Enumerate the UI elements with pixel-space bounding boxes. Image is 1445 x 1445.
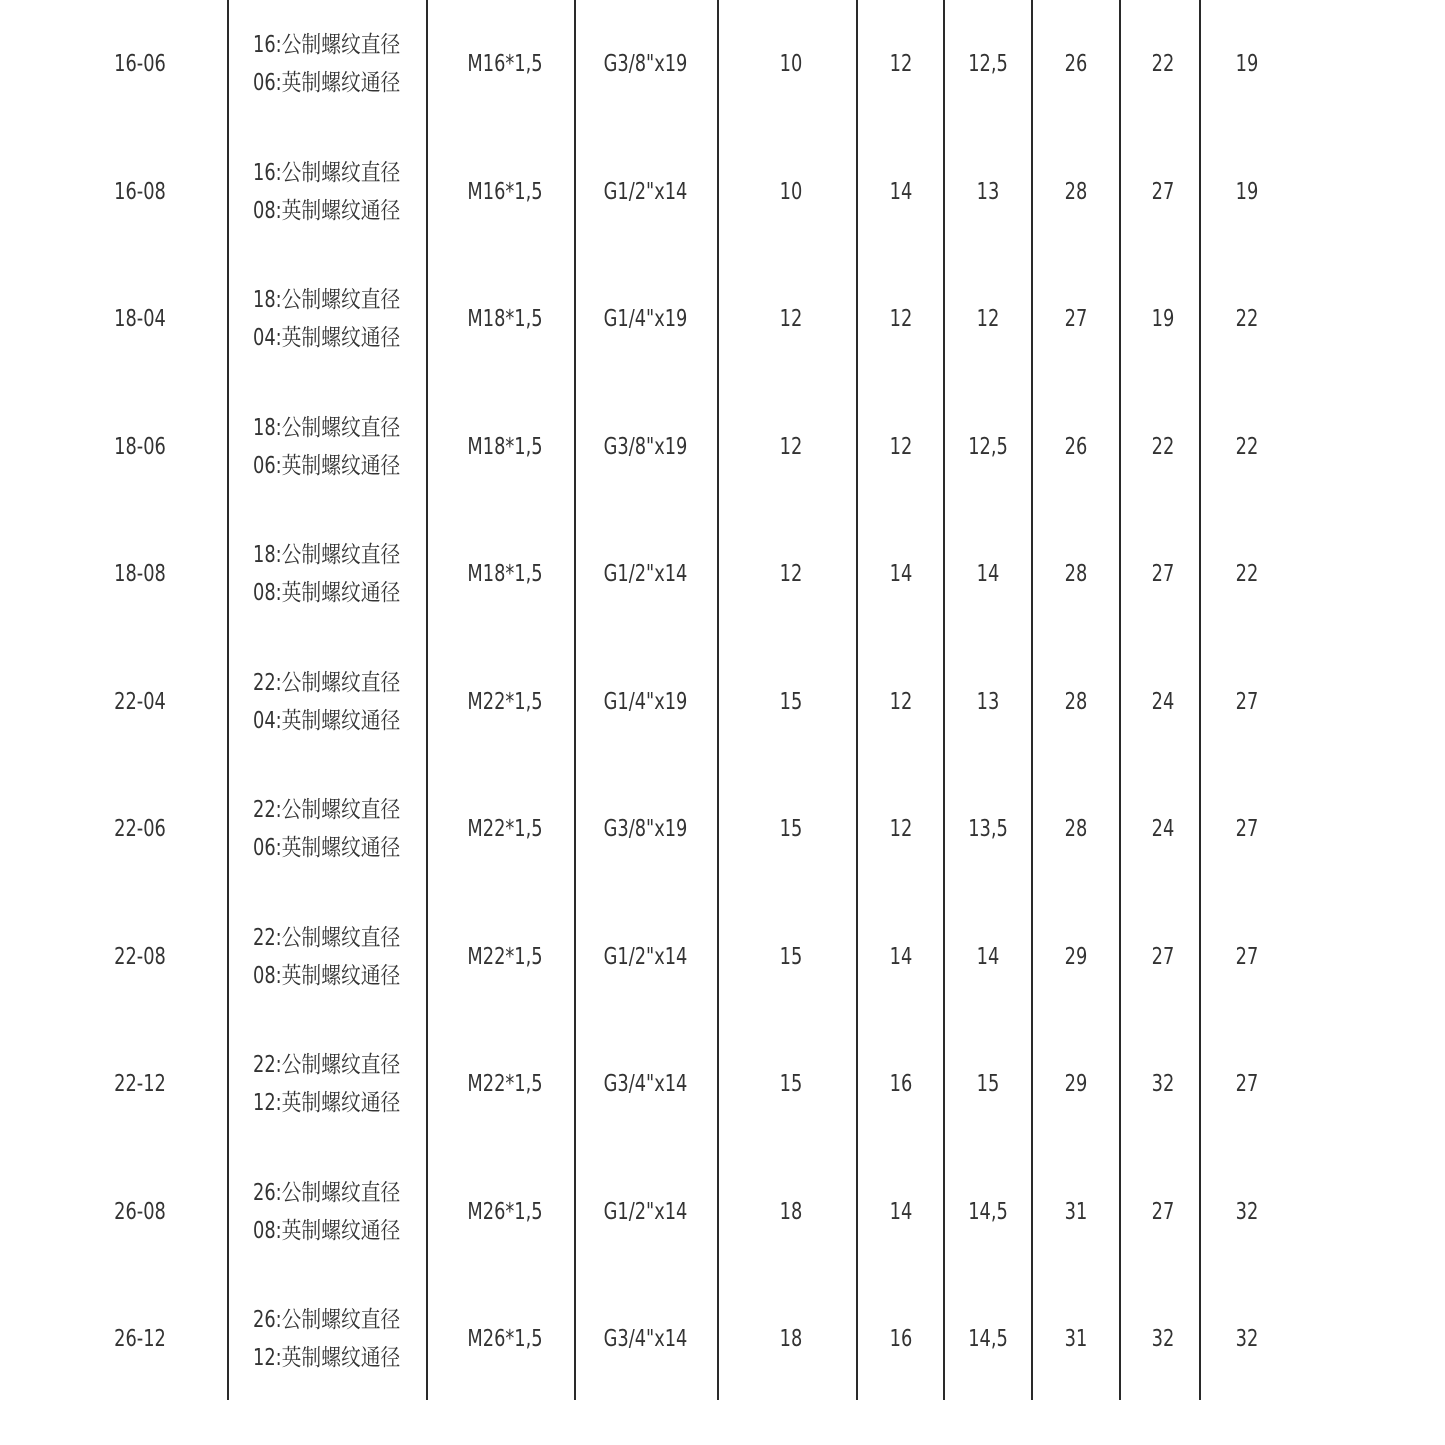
- metric-cell: M26*1,5: [467, 1198, 543, 1225]
- v6-cell: 19: [1235, 178, 1259, 205]
- bsp-cell: G1/2"x14: [603, 561, 688, 587]
- v3-cell: 12,5: [968, 51, 1008, 77]
- v2-cell: 12: [889, 51, 913, 77]
- v1-cell: 12: [779, 561, 803, 587]
- metric-cell: M16*1,5: [467, 51, 543, 77]
- v3-cell: 13: [976, 178, 1000, 205]
- code-cell: 18-06: [114, 433, 166, 460]
- v4-cell: 26: [1064, 51, 1088, 77]
- metric-description: 18:公制螺纹直径: [253, 287, 401, 313]
- table-row: [0, 0, 1445, 128]
- v6-cell: 32: [1235, 1326, 1259, 1352]
- metric-cell: M22*1,5: [467, 816, 543, 842]
- metric-description: 16:公制螺纹直径: [253, 32, 401, 58]
- bsp-cell: G1/2"x14: [603, 1198, 688, 1225]
- v2-cell: 12: [889, 688, 913, 715]
- v1-cell: 15: [779, 816, 803, 842]
- bsp-cell: G3/4"x14: [603, 1326, 688, 1352]
- table-row: [0, 638, 1445, 766]
- v5-cell: 22: [1151, 51, 1175, 77]
- v1-cell: 18: [779, 1326, 803, 1352]
- metric-cell: M18*1,5: [467, 433, 543, 460]
- description-cell: [253, 893, 399, 1021]
- v1-cell: 10: [779, 178, 803, 205]
- v3-cell: 13,5: [968, 816, 1008, 842]
- metric-cell: M22*1,5: [467, 943, 543, 970]
- v2-cell: 14: [889, 561, 913, 587]
- v1-cell: 12: [779, 433, 803, 460]
- metric-cell: M26*1,5: [467, 1326, 543, 1352]
- v2-cell: 14: [889, 943, 913, 970]
- table-row: [0, 765, 1445, 893]
- imperial-description: 06:英制螺纹通径: [253, 70, 401, 96]
- imperial-description: 06:英制螺纹通径: [253, 452, 401, 479]
- v6-cell: 22: [1235, 306, 1259, 332]
- imperial-description: 08:英制螺纹通径: [253, 580, 401, 606]
- v6-cell: 27: [1235, 1071, 1259, 1097]
- v5-cell: 27: [1151, 178, 1175, 205]
- bsp-cell: G3/8"x19: [603, 816, 688, 842]
- v5-cell: 32: [1151, 1326, 1175, 1352]
- table-row: [0, 1148, 1445, 1276]
- imperial-description: 08:英制螺纹通径: [253, 197, 401, 224]
- v1-cell: 18: [779, 1198, 803, 1225]
- v6-cell: 27: [1235, 816, 1259, 842]
- metric-description: 22:公制螺纹直径: [253, 924, 401, 951]
- metric-description: 22:公制螺纹直径: [253, 1052, 401, 1078]
- description-cell: [253, 1275, 399, 1403]
- table-row: [0, 255, 1445, 383]
- imperial-description: 12:英制螺纹通径: [253, 1345, 401, 1371]
- imperial-description: 04:英制螺纹通径: [253, 325, 401, 351]
- v4-cell: 28: [1064, 561, 1088, 587]
- v2-cell: 14: [889, 178, 913, 205]
- table-row: [0, 893, 1445, 1021]
- table-row: [0, 128, 1445, 256]
- v6-cell: 27: [1235, 943, 1259, 970]
- v3-cell: 14,5: [968, 1198, 1008, 1225]
- v6-cell: 22: [1235, 561, 1259, 587]
- v4-cell: 31: [1064, 1326, 1088, 1352]
- code-cell: 18-08: [114, 561, 166, 587]
- v4-cell: 27: [1064, 306, 1088, 332]
- v1-cell: 12: [779, 306, 803, 332]
- metric-description: 22:公制螺纹直径: [253, 797, 401, 823]
- code-cell: 22-12: [114, 1071, 166, 1097]
- metric-cell: M18*1,5: [467, 561, 543, 587]
- v4-cell: 28: [1064, 816, 1088, 842]
- v5-cell: 24: [1151, 688, 1175, 715]
- metric-cell: M22*1,5: [467, 688, 543, 715]
- code-cell: 16-08: [114, 178, 166, 205]
- bsp-cell: G1/2"x14: [603, 943, 688, 970]
- code-cell: 26-12: [114, 1326, 166, 1352]
- imperial-description: 12:英制螺纹通径: [253, 1090, 401, 1116]
- imperial-description: 06:英制螺纹通径: [253, 835, 401, 861]
- table-row: [0, 1020, 1445, 1148]
- v1-cell: 15: [779, 943, 803, 970]
- description-cell: [253, 0, 399, 128]
- v6-cell: 22: [1235, 433, 1259, 460]
- code-cell: 22-08: [114, 943, 166, 970]
- code-cell: 22-04: [114, 688, 166, 715]
- description-cell: [253, 765, 399, 893]
- metric-cell: M22*1,5: [467, 1071, 543, 1097]
- v4-cell: 29: [1064, 1071, 1088, 1097]
- v5-cell: 24: [1151, 816, 1175, 842]
- v3-cell: 12,5: [968, 433, 1008, 460]
- v3-cell: 14: [976, 943, 1000, 970]
- description-cell: [253, 1148, 399, 1276]
- code-cell: 18-04: [114, 306, 166, 332]
- bsp-cell: G3/8"x19: [603, 51, 688, 77]
- bsp-cell: G1/4"x19: [603, 306, 688, 332]
- bsp-cell: G3/8"x19: [603, 433, 688, 460]
- v3-cell: 14: [976, 561, 1000, 587]
- v4-cell: 28: [1064, 178, 1088, 205]
- v5-cell: 32: [1151, 1071, 1175, 1097]
- v2-cell: 12: [889, 306, 913, 332]
- table-row: [0, 510, 1445, 638]
- description-cell: [253, 128, 399, 256]
- metric-cell: M16*1,5: [467, 178, 543, 205]
- code-cell: 26-08: [114, 1198, 166, 1225]
- description-cell: [253, 255, 399, 383]
- description-cell: [253, 383, 399, 511]
- bsp-cell: G1/2"x14: [603, 178, 688, 205]
- v3-cell: 12: [976, 306, 1000, 332]
- metric-description: 26:公制螺纹直径: [253, 1307, 401, 1333]
- v3-cell: 14,5: [968, 1326, 1008, 1352]
- v4-cell: 29: [1064, 943, 1088, 970]
- v5-cell: 27: [1151, 943, 1175, 970]
- v5-cell: 27: [1151, 561, 1175, 587]
- metric-description: 16:公制螺纹直径: [253, 159, 401, 186]
- metric-description: 26:公制螺纹直径: [253, 1179, 401, 1206]
- v3-cell: 13: [976, 688, 1000, 715]
- metric-description: 22:公制螺纹直径: [253, 669, 401, 696]
- v4-cell: 28: [1064, 688, 1088, 715]
- v1-cell: 10: [779, 51, 803, 77]
- table-row: [0, 1275, 1445, 1403]
- v5-cell: 22: [1151, 433, 1175, 460]
- code-cell: 16-06: [114, 51, 166, 77]
- v6-cell: 27: [1235, 688, 1259, 715]
- imperial-description: 04:英制螺纹通径: [253, 707, 401, 734]
- description-cell: [253, 510, 399, 638]
- code-cell: 22-06: [114, 816, 166, 842]
- table-row: [0, 383, 1445, 511]
- v2-cell: 12: [889, 433, 913, 460]
- metric-description: 18:公制螺纹直径: [253, 414, 401, 441]
- bsp-cell: G3/4"x14: [603, 1071, 688, 1097]
- v2-cell: 14: [889, 1198, 913, 1225]
- imperial-description: 08:英制螺纹通径: [253, 962, 401, 989]
- v2-cell: 12: [889, 816, 913, 842]
- imperial-description: 08:英制螺纹通径: [253, 1217, 401, 1244]
- v1-cell: 15: [779, 1071, 803, 1097]
- v4-cell: 31: [1064, 1198, 1088, 1225]
- bsp-cell: G1/4"x19: [603, 688, 688, 715]
- description-cell: [253, 1020, 399, 1148]
- v2-cell: 16: [889, 1071, 913, 1097]
- v4-cell: 26: [1064, 433, 1088, 460]
- v3-cell: 15: [976, 1071, 1000, 1097]
- v2-cell: 16: [889, 1326, 913, 1352]
- description-cell: [253, 638, 399, 766]
- v1-cell: 15: [779, 688, 803, 715]
- v5-cell: 19: [1151, 306, 1175, 332]
- v5-cell: 27: [1151, 1198, 1175, 1225]
- v6-cell: 32: [1235, 1198, 1259, 1225]
- v6-cell: 19: [1235, 51, 1259, 77]
- metric-description: 18:公制螺纹直径: [253, 542, 401, 568]
- metric-cell: M18*1,5: [467, 306, 543, 332]
